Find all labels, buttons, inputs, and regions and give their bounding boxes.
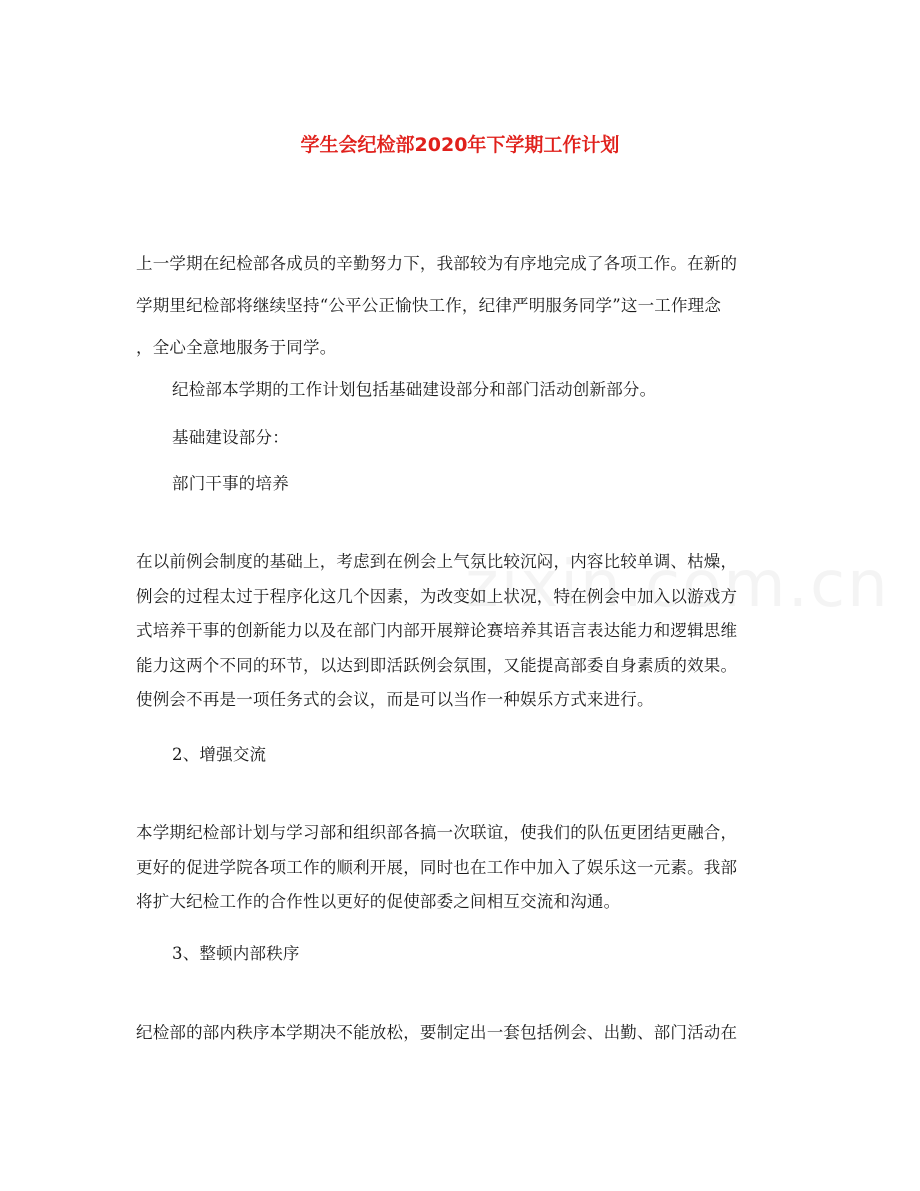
training-line: 例会的过程太过于程序化这几个因素，为改变如上状况，特在例会中加入以游戏方 [136, 586, 738, 606]
intro-line: 学期里纪检部将继续坚持“公平公正愉快工作，纪律严明服务同学”这一工作理念 [136, 296, 722, 315]
training-line: 使例会不再是一项任务式的会议，而是可以当作一种娱乐方式来进行。 [136, 690, 654, 709]
section-heading-basic: 基础建设部分： [172, 428, 289, 447]
intro-line: 上一学期在纪检部各成员的辛勤努力下，我部较为有序地完成了各项工作。在新的 [136, 254, 738, 273]
intro-line: ，全心全意地服务于同学。 [136, 338, 337, 357]
document-title: 学生会纪检部2020年下学期工作计划 [300, 134, 620, 156]
subsection-heading-training: 部门干事的培养 [172, 474, 289, 493]
plan-overview: 纪检部本学期的工作计划包括基础建设部分和部门活动创新部分。 [172, 380, 657, 399]
intro-paragraph [136, 243, 788, 369]
training-line: 在以前例会制度的基础上，考虑到在例会上气氛比较沉闷，内容比较单调、枯燥， [136, 552, 738, 571]
exchange-line: 将扩大纪检工作的合作性以更好的促使部委之间相互交流和沟通。 [136, 892, 621, 911]
exchange-line: 本学期纪检部计划与学习部和组织部各搞一次联谊，使我们的队伍更团结更融合， [136, 823, 738, 842]
subsection-heading-exchange: 2、增强交流 [172, 745, 267, 764]
order-line: 纪检部的部内秩序本学期决不能放松，要制定出一套包括例会、出勤、部门活动在 [136, 1023, 738, 1042]
exchange-line: 更好的促进学院各项工作的顺利开展，同时也在工作中加入了娱乐这一元素。我部 [136, 857, 738, 877]
order-paragraph [136, 1016, 788, 1051]
exchange-paragraph [136, 816, 788, 920]
subsection-heading-order: 3、整顿内部秩序 [172, 944, 300, 963]
training-line: 能力这两个不同的环节，以达到即活跃例会氛围，又能提高部委自身素质的效果。 [136, 655, 738, 675]
training-paragraph [136, 545, 788, 718]
training-line: 式培养干事的创新能力以及在部门内部开展辩论赛培养其语言表达能力和逻辑思维 [136, 621, 738, 640]
